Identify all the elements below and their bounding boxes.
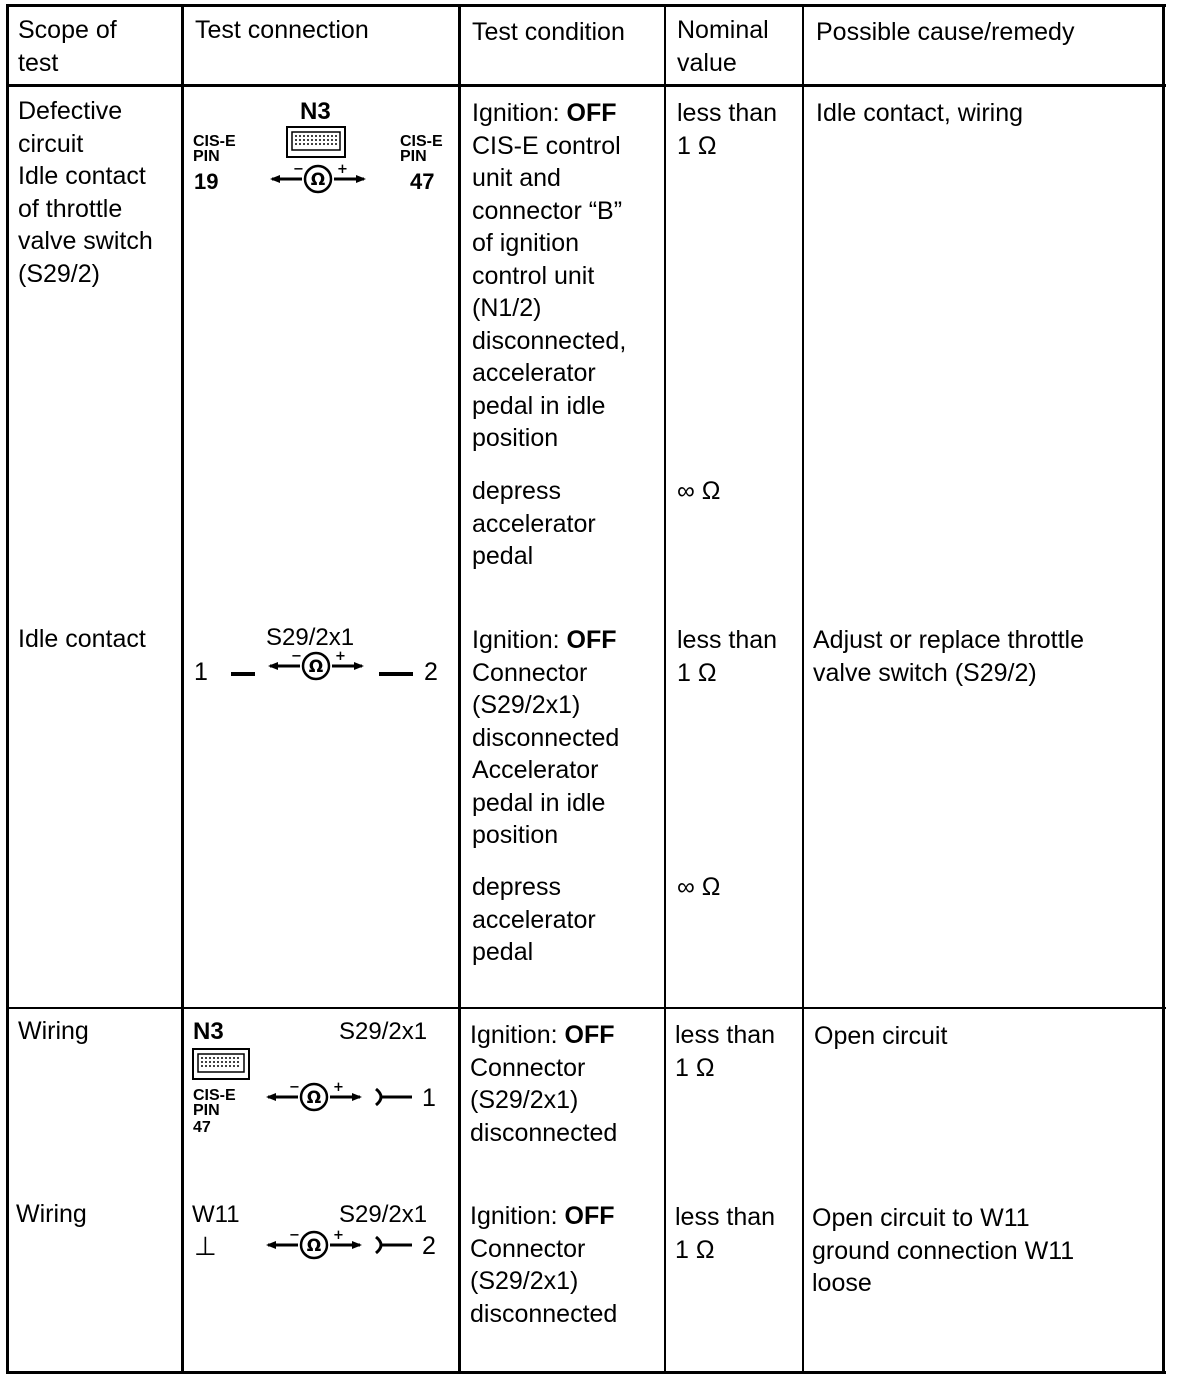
header-scope: Scope of test [18,16,117,77]
row2-nominal-2: ∞ Ω [677,873,721,901]
ground-icon: ⊥ [194,1231,217,1261]
col-divider-1 [181,4,184,1374]
header-divider [6,84,1166,87]
svg-text:−: − [293,164,304,177]
row2-right-pin: 2 [424,658,438,686]
row1-left-pin: 19 [194,169,219,194]
row4-unit-label: W11 [192,1201,240,1228]
svg-text:Ω: Ω [310,170,326,190]
ohmmeter-icon [264,1230,364,1260]
row2-cause: Adjust or replace throttle valve switch (S29/2) [813,626,1084,687]
row3-right-unit-label: S29/2x1 [339,1018,428,1045]
svg-text:Ω: Ω [306,1088,322,1108]
header-condition: Test condition [472,18,625,46]
row1-unit-label: N3 [300,98,331,125]
border-bottom [6,1371,1166,1374]
row1-scope: Defective circuit Idle contact of throttle valve switch (S29/2) [18,97,153,288]
row1-condition-2: depress accelerator pedal [472,477,596,570]
control-unit-icon [286,126,346,158]
row1-nominal-1: less than 1 Ω [677,99,778,160]
row2-condition-2: depress accelerator pedal [472,873,596,966]
row2-unit-label: S29/2x1 [266,624,355,651]
row2-scope: Idle contact [18,625,146,653]
row4-condition-1: Ignition: OFF Connector (S29/2x1) disconnected [470,1202,618,1328]
svg-text:Ω: Ω [306,1236,322,1256]
row3-scope: Wiring [18,1017,89,1045]
row4-nominal-1: less than 1 Ω [675,1203,776,1264]
row2-condition-1: Ignition: OFF Connector (S29/2x1) disconnected Accelerator pedal in idle position [472,626,620,849]
svg-text:−: − [289,1082,300,1095]
svg-text:−: − [289,1230,300,1243]
row1-cause: Idle contact, wiring [816,99,1024,127]
row3-right-pin: 1 [422,1084,436,1112]
row4-cause: Open circuit to W11 ground connection W11 loose [812,1204,1075,1297]
row3-nominal-1: less than 1 Ω [675,1021,776,1082]
row1-left-pin-label: CIS-E PIN [193,133,236,165]
ohmmeter-icon [268,164,368,194]
row3-cause: Open circuit [814,1022,948,1050]
row1-nominal-2: ∞ Ω [677,477,721,505]
row3-unit-label: N3 [193,1018,224,1045]
row1-right-pin-label: CIS-E PIN [400,133,443,165]
control-unit-icon [192,1048,250,1080]
col-divider-2 [458,4,461,1374]
border-left [6,4,9,1374]
col-divider-4 [802,4,804,1374]
plug-connector-icon [372,1086,416,1108]
row4-right-pin: 2 [422,1232,436,1260]
col-divider-3 [664,4,666,1374]
svg-text:+: + [333,1230,344,1243]
row3-condition-1: Ignition: OFF Connector (S29/2x1) disconnected [470,1021,618,1147]
row2-left-pin: 1 [194,658,208,686]
row3-left-pin: 47 [193,1119,211,1136]
plug-connector-icon [372,1234,416,1256]
svg-text:+: + [333,1082,344,1095]
row1-condition-1: Ignition: OFF CIS-E control unit and connector “B” of ignition control unit (N1/2) disconnected, accelerator pedal in idle position [472,99,627,452]
svg-text:−: − [291,651,302,664]
row1-right-pin: 47 [410,169,435,194]
ohmmeter-icon [266,651,366,681]
ohmmeter-icon [264,1082,364,1112]
svg-text:+: + [335,651,346,664]
header-connection: Test connection [195,16,369,44]
row4-scope: Wiring [16,1200,87,1228]
row3-left-pin-label: CIS-E PIN [193,1087,236,1119]
border-right [1162,4,1165,1374]
border-top [6,4,1166,7]
header-nominal: Nominal value [677,16,769,77]
row4-right-unit-label: S29/2x1 [339,1201,428,1228]
svg-text:Ω: Ω [308,657,324,677]
row2-nominal-1: less than 1 Ω [677,626,778,687]
svg-text:+: + [337,164,348,177]
section-divider [6,1007,1166,1009]
header-cause: Possible cause/remedy [816,18,1075,46]
